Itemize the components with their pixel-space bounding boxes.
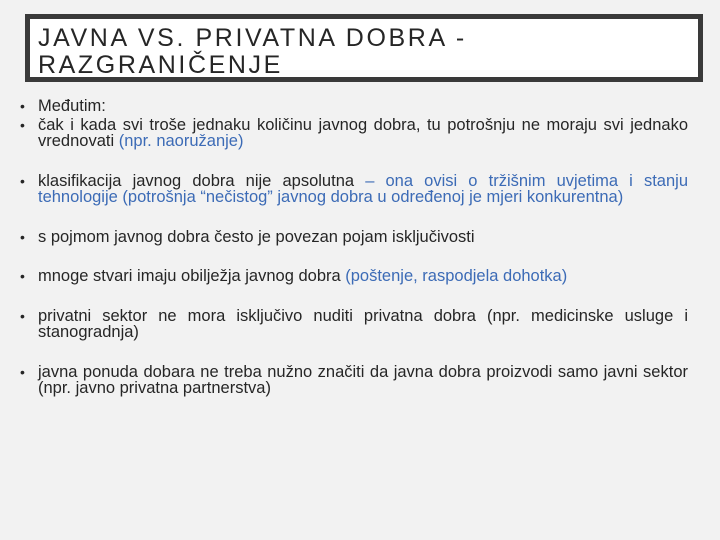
bullet-text: javna ponuda dobara ne treba nužno značiti da javna dobra proizvodi samo javni sektor (npr. javno privatna partnerstva) (38, 362, 688, 397)
bullet-text (38, 173, 688, 206)
bullet-item-7 (20, 364, 688, 397)
bullet-text-highlight: (poštenje, raspodjela dohotka) (345, 267, 568, 285)
bullet-dot: • (20, 363, 25, 380)
bullet-item-4 (20, 229, 688, 246)
slide-title-box (25, 14, 703, 82)
slide-title-line-2: RAZGRANIČENJE (38, 51, 283, 79)
bullet-text-plain: čak i kada svi troše jednaku količinu javnog dobra, tu potrošnju ne moraju svi jednako vrednovati (38, 115, 688, 150)
bullet-dot: • (20, 228, 25, 245)
bullet-text: s pojmom javnog dobra često je povezan pojam isključivosti (38, 227, 475, 246)
bullet-text-plain: klasifikacija javnog dobra nije apsolutna (38, 171, 366, 190)
bullet-text (38, 268, 688, 285)
bullet-item-2 (20, 117, 688, 150)
bullet-dot: • (20, 98, 25, 114)
bullet-item-6 (20, 308, 688, 341)
bullet-text-highlight: – ona ovisi o tržišnim uvjetima i stanju tehnologije (potrošnja “nečistog” javnog dobra u određenoj je mjeri konkurentna) (38, 171, 688, 206)
bullet-text: Međutim: (38, 97, 106, 115)
slide-title-line-1: JAVNA VS. PRIVATNA DOBRA - (38, 24, 467, 52)
bullet-item-5 (20, 268, 688, 285)
slide-title (38, 25, 692, 79)
bullet-text-plain: mnoge stvari imaju obilježja javnog dobra (38, 267, 346, 285)
bullet-text-highlight: (npr. naoružanje) (118, 132, 244, 150)
bullet-dot: • (20, 116, 25, 133)
bullet-text (38, 117, 688, 150)
bullet-text: privatni sektor ne mora isključivo nuditi privatna dobra (npr. medicinske usluge i stanogradnja) (38, 306, 688, 341)
bullet-dot: • (20, 268, 25, 284)
bullet-item-3 (20, 173, 688, 206)
bullet-dot: • (20, 172, 25, 189)
bullet-dot: • (20, 307, 25, 324)
bullet-item-1 (20, 98, 688, 115)
bullet-list (20, 98, 688, 397)
